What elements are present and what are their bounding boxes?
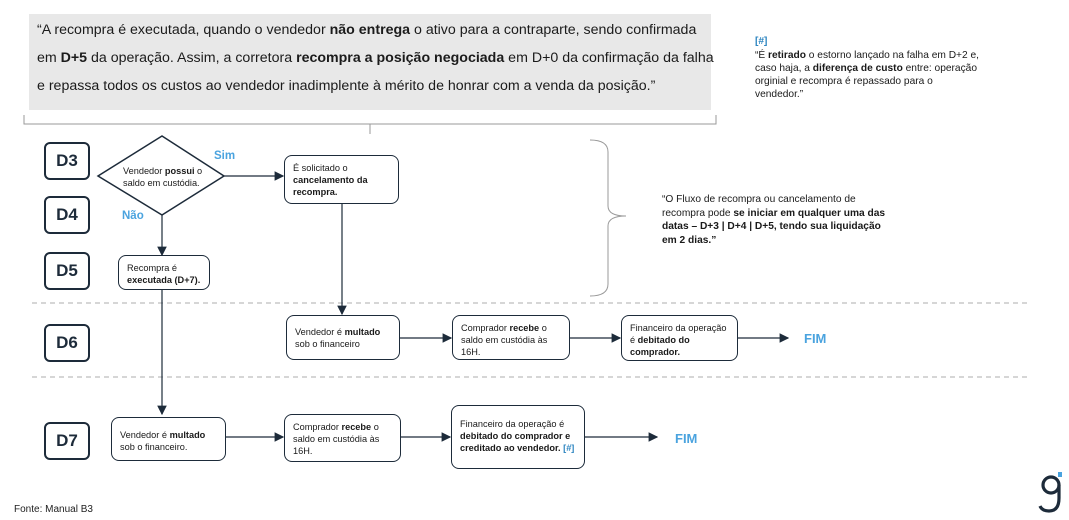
text-run: 16H. <box>461 347 481 357</box>
decision-line-1 <box>123 165 202 177</box>
text-run: recompra a posição negociada <box>296 50 505 66</box>
text-run: Recompra é <box>127 263 178 273</box>
text-run: Comprador <box>293 422 342 432</box>
text-run: em D+0 da confirmação da falha <box>504 50 714 66</box>
text-line <box>630 334 729 346</box>
text-line <box>662 234 885 248</box>
d6-financeiro-box <box>621 315 738 361</box>
text-run: [#] <box>560 443 575 453</box>
text-run: executada (D+7). <box>127 275 201 285</box>
recompra-box <box>118 255 210 290</box>
text-run: e repassa todos os custos ao vendedor inadimplente à mérito de honrar com a venda da posição.” <box>37 78 656 94</box>
quote-line-3 <box>37 78 655 94</box>
text-run: “A recompra é executada, quando o vendedor <box>37 22 330 38</box>
text-run: datas – D+3 | D+4 | D+5, tendo sua liquidação <box>662 221 881 232</box>
text-run: debitado do <box>637 335 690 345</box>
note-line-4 <box>755 89 803 100</box>
text-line <box>461 334 561 346</box>
text-run: é <box>630 335 638 345</box>
text-run: saldo em custódia. <box>123 178 200 188</box>
quote-line-1 <box>37 22 696 38</box>
note-line-1 <box>755 50 979 61</box>
text-line <box>293 445 392 457</box>
text-line <box>630 322 729 334</box>
decision-text <box>123 165 202 189</box>
text-line <box>293 174 390 186</box>
text-line <box>293 162 390 174</box>
d7-comprador-box <box>284 414 401 462</box>
note-callout <box>721 14 1061 116</box>
text-run: sob o financeiro. <box>120 442 188 452</box>
text-line <box>461 322 561 334</box>
text-line <box>120 441 217 453</box>
text-run: em 2 dias.” <box>662 234 717 246</box>
cancel-box <box>284 155 399 204</box>
yes-label: Sim <box>214 150 236 162</box>
text-run: diferença de custo <box>812 63 903 74</box>
day-label-d7: D7 <box>44 422 90 460</box>
text-run: multado <box>169 430 206 440</box>
d7-financeiro-box <box>451 405 585 469</box>
text-line <box>662 220 885 234</box>
text-run: retirado <box>768 50 806 61</box>
d7-vendedor-box <box>111 417 226 461</box>
text-run: recompra pode <box>662 207 734 219</box>
text-run: em <box>37 50 61 66</box>
text-run: Financeiro da operação <box>630 323 727 333</box>
text-run: Vendedor é <box>295 327 345 337</box>
text-run: Comprador <box>461 323 510 333</box>
text-run: orginial e recompra é repassado para o <box>755 76 933 87</box>
text-line <box>630 346 729 358</box>
side-note <box>662 193 885 247</box>
text-line <box>295 326 391 338</box>
text-run: debitado do comprador e <box>460 431 571 441</box>
text-run: o ativo para a contraparte, sendo confirmada <box>410 22 697 38</box>
text-run: multado <box>344 327 381 337</box>
d6-vendedor-box <box>286 315 400 360</box>
text-run: sob o financeiro <box>295 339 360 349</box>
text-line <box>460 418 576 430</box>
text-line <box>460 442 576 454</box>
text-run: Vendedor é <box>120 430 170 440</box>
text-run: comprador. <box>630 347 681 357</box>
text-run: É solicitado o <box>293 163 348 173</box>
text-line <box>120 429 217 441</box>
source-caption: Fonte: Manual B3 <box>14 504 93 515</box>
fim-d7: FIM <box>675 431 698 446</box>
day-label-d6: D6 <box>44 324 90 362</box>
quote-box <box>29 14 714 110</box>
text-line <box>461 346 561 358</box>
no-label: Não <box>122 210 144 222</box>
quote-bracket <box>24 115 716 134</box>
text-line <box>295 338 391 350</box>
text-run: se iniciar em qualquer uma das <box>733 207 886 219</box>
text-run: “O Fluxo de recompra ou cancelamento de <box>662 194 856 205</box>
note-ref: [#] <box>755 36 768 47</box>
text-run: saldo em custódia às <box>293 434 380 444</box>
text-run: cancelamento da <box>293 175 368 185</box>
text-run: não entrega <box>329 22 411 38</box>
text-line <box>127 262 201 274</box>
text-run: o <box>371 422 379 432</box>
text-run: Vendedor <box>123 166 165 176</box>
text-run: recebe <box>509 323 540 333</box>
text-line <box>127 274 201 286</box>
text-run: o estorno lançado na falha em D+2 e, <box>805 50 979 61</box>
text-run: caso haja, a <box>755 63 813 74</box>
text-run: 16H. <box>293 446 313 456</box>
decision-line-2 <box>123 177 202 189</box>
text-line <box>293 433 392 445</box>
brand-logo <box>1040 472 1062 511</box>
text-line <box>460 430 576 442</box>
fim-d6: FIM <box>804 331 827 346</box>
text-run: o <box>194 166 203 176</box>
day-label-d5: D5 <box>44 252 90 290</box>
text-run: Financeiro da operação é <box>460 419 565 429</box>
text-line <box>662 193 885 207</box>
text-run: “É <box>755 50 769 61</box>
text-run: entre: operação <box>902 63 978 74</box>
d6-comprador-box <box>452 315 570 360</box>
text-line <box>662 207 885 221</box>
note-line-2 <box>755 63 977 74</box>
text-run: da operação. Assim, a corretora <box>87 50 297 66</box>
text-run: saldo em custódia às <box>461 335 548 345</box>
text-line <box>293 421 392 433</box>
day-label-d3: D3 <box>44 142 90 180</box>
text-run: creditado ao vendedor. <box>460 443 561 453</box>
day-label-d4: D4 <box>44 196 90 234</box>
text-run: D+5 <box>60 50 88 66</box>
text-run: recompra. <box>293 187 338 197</box>
note-line-3 <box>755 76 933 87</box>
text-run: vendedor.” <box>755 89 804 100</box>
text-line <box>293 186 390 198</box>
quote-line-2 <box>37 50 714 66</box>
side-brace <box>590 140 626 296</box>
text-run: possui <box>164 166 195 176</box>
text-run: recebe <box>341 422 372 432</box>
text-run: o <box>539 323 547 333</box>
